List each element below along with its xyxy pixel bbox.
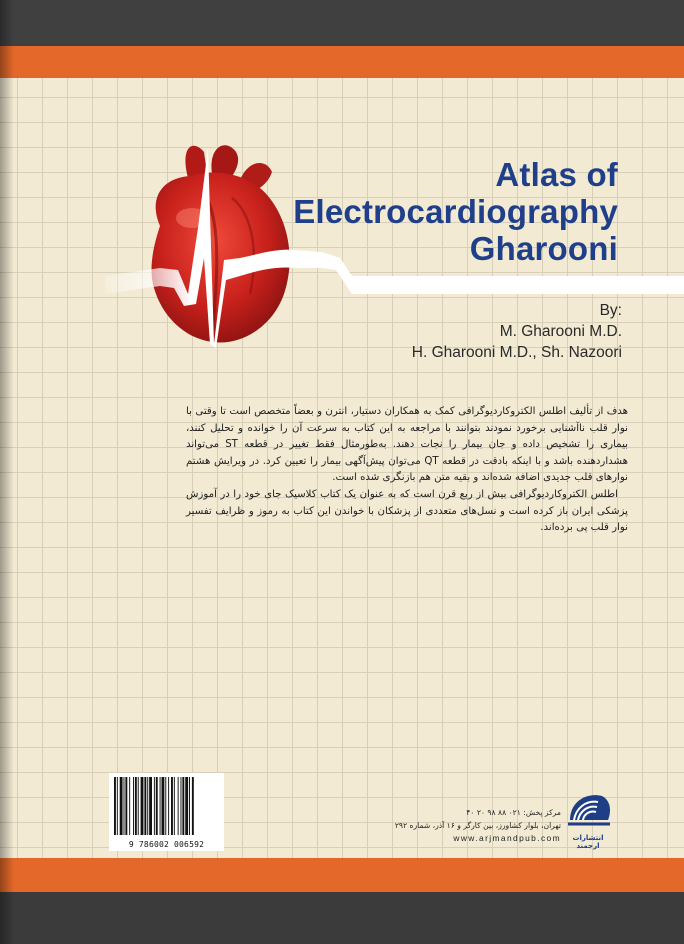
barcode-bar xyxy=(178,777,179,835)
barcode-bar xyxy=(185,777,188,835)
bottom-dark-band xyxy=(0,892,684,944)
shell-logo-icon xyxy=(566,790,612,834)
barcode-bar xyxy=(117,777,118,835)
barcode-bar xyxy=(189,777,190,835)
description-paragraph-2: اطلس الکتروکاردیوگرافی بیش از ربع قرن است که به عنوان یک کتاب کلاسیک جای خود را در آموزش پزشکی ایران باز کرده است و نسل‌های متعددی از پزشکان با خواندن این کتاب به رموز و ظرایف تفسیر نوار قلب پی برده‌اند. xyxy=(186,488,628,534)
spine-shadow xyxy=(0,0,14,944)
barcode-bar xyxy=(138,777,139,835)
barcode-bar xyxy=(141,777,144,835)
authors-block xyxy=(412,300,622,363)
barcode-bar xyxy=(171,777,173,835)
top-dark-band xyxy=(0,0,684,46)
publisher-info xyxy=(376,806,561,845)
barcode-bar xyxy=(129,777,130,835)
title-line-2: Electrocardiography xyxy=(293,193,618,230)
title-line-3: Gharooni xyxy=(469,230,618,267)
publisher-name: انتشارات ارجمند xyxy=(572,834,604,850)
barcode-bar xyxy=(162,777,165,835)
barcode-bar xyxy=(174,777,175,835)
top-orange-stripe xyxy=(0,46,684,78)
description-paragraph-1: هدف از تألیف اطلس الکتروکاردیوگرافی کمک به همکاران دستیار، انترن و بعضاً متخصص است تا وقتی با نوار قلب ناآشنایی برخورد نمودند بتوانند با مراجعه به این کتاب به سرعت آن را خوانده و تحلیل کنند، بیماری را تشخیص داده و جان بیمار را نجات دهند. به‌طورمثال فقط تغییر در قطعه ST می‌تواند هشداردهنده باشد و با اینکه بادقت در قطعه QT می‌توان پیش‌آگهی بیمار را تعیین کرد. در ویرایش هشتم نوارهای قلب جدیدی اضافه شده‌اند و بقیه متن هم بازنگری شده است. xyxy=(186,406,628,484)
publisher-website: www.arjmandpub.com xyxy=(453,833,561,843)
barcode-bar xyxy=(168,777,169,835)
barcode-bar xyxy=(114,777,116,835)
barcode-bar xyxy=(144,777,146,835)
publisher-distribution: مرکز پخش: ۰۲۱ ۸۸ ۹۸ ۲۰ ۴۰ xyxy=(466,808,561,817)
barcode-bar xyxy=(149,777,152,835)
title-line-1: Atlas of xyxy=(495,156,618,193)
isbn-barcode xyxy=(109,773,224,851)
barcode-number: 9 786002 006592 xyxy=(128,840,205,849)
barcode-bar xyxy=(133,777,134,835)
barcode-bar xyxy=(147,777,148,835)
barcode-bars xyxy=(112,777,221,839)
book-title xyxy=(293,156,618,267)
publisher-address: تهران، بلوار کشاورز، بین کارگر و ۱۶ آذر، شماره ۲۹۲ xyxy=(394,821,561,830)
by-label: By: xyxy=(599,302,622,319)
barcode-bar xyxy=(124,777,125,835)
barcode-bar xyxy=(181,777,182,835)
book-description xyxy=(186,404,628,537)
barcode-bar xyxy=(125,777,127,835)
barcode-bar xyxy=(120,777,123,835)
barcode-bar xyxy=(154,777,155,835)
barcode-bar xyxy=(192,777,194,835)
bottom-orange-stripe xyxy=(0,858,684,892)
author-line-2: H. Gharooni M.D., Sh. Nazoori xyxy=(411,344,622,361)
author-line-1: M. Gharooni M.D. xyxy=(499,323,622,340)
barcode-bar xyxy=(156,777,158,835)
barcode-bar xyxy=(182,777,184,835)
barcode-bar xyxy=(165,777,166,835)
barcode-bar xyxy=(160,777,161,835)
barcode-bar xyxy=(135,777,137,835)
